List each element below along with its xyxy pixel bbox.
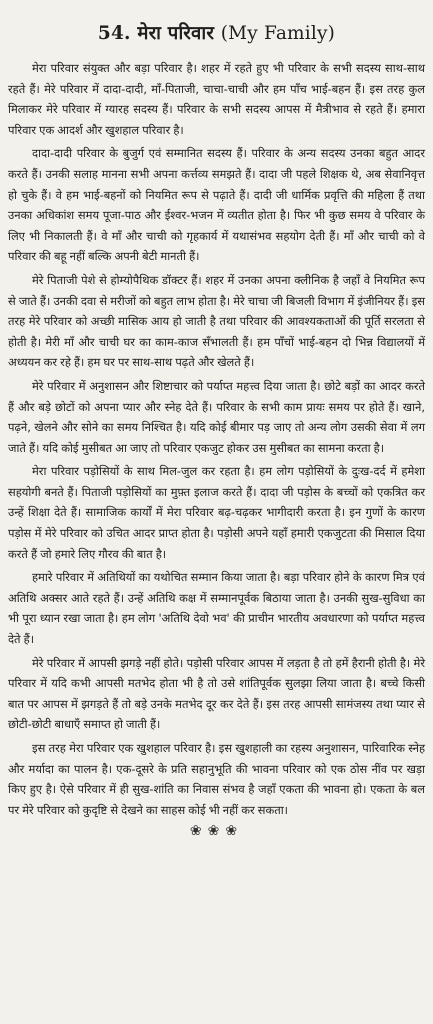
- end-ornament-icon: ❀❀❀: [189, 823, 244, 840]
- paragraph: मेरा परिवार संयुक्त और बड़ा परिवार है। शहर में रहते हुए भी परिवार के सभी सदस्य साथ-साथ रहते हैं। मेरे परिवार में दादा-दादी, माँ-पिताजी, चाचा-चाची और हम पाँच भाई-बहन हैं। इस तरह कुल मिलाकर मेरे परिवार में ग्यारह सदस्य हैं। परिवार के सभी सदस्य आपस में मैत्रीभाव से रहते हैं। हमारा परिवार एक आदर्श और खुशहाल परिवार है।: [8, 61, 425, 137]
- title-english: (My Family): [220, 23, 336, 44]
- paragraph: मेरा परिवार पड़ोसियों के साथ मिल-जुल कर रहता है। हम लोग पड़ोसियों के दुःख-दर्द में हमेशा सहयोगी बनते हैं। पिताजी पड़ोसियों का मुफ़्त इलाज करते हैं। दादा जी पड़ोस के बच्चों को एकत्रित कर उन्हें शिक्षा देते हैं। सामाजिक कार्यों में मेरा परिवार बढ़-चढ़कर भागीदारी करता है। इन गुणों के कारण पड़ोस में मेरे परिवार को उचित आदर प्राप्त होता है। पड़ोसी अपने यहाँ हमारी एकजुटता की मिसाल दिया करते हैं जो हमारे लिए गौरव की बात है।: [8, 464, 425, 561]
- title-hindi: 54. मेरा परिवार: [97, 23, 215, 44]
- paragraph: हमारे परिवार में अतिथियों का यथोचित सम्मान किया जाता है। बड़ा परिवार होने के कारण मित्र एवं अतिथि अक्सर आते रहते हैं। उन्हें अतिथि कक्ष में सम्मानपूर्वक बिठाया जाता है। उनकी सुख-सुविधा का भी पूरा ध्यान रखा जाता है। हम लोग 'अतिथि देवो भव' की प्राचीन भारतीय अवधारणा को पर्याप्त महत्त्व देते हैं।: [8, 570, 425, 647]
- paragraph: इस तरह मेरा परिवार एक खुशहाल परिवार है। इस खुशहाली का रहस्य अनुशासन, पारिवारिक स्नेह और मर्यादा का पालन है। एक-दूसरे के प्रति सहानुभूति की भावना परिवार को एक ठोस नींव पर खड़ा किए हुए है। ऐसे परिवार में ही सुख-शांति का निवास संभव है जहाँ एकता की भावना हो। एकता के बल पर मेरे परिवार को कुदृष्टि से देखने का साहस कोई भी नहीं कर सकता।: [8, 741, 425, 817]
- paragraph: मेरे पिताजी पेशे से होम्योपैथिक डॉक्टर हैं। शहर में उनका अपना क्लीनिक है जहाँ वे नियमित रूप से जाते हैं। उनकी दवा से मरीजों को बहुत लाभ होता है। मेरे चाचा जी बिजली विभाग में इंजीनियर हैं। इस तरह मेरे परिवार को अच्छी मासिक आय हो जाती है तथा परिवार की आवश्यकताओं की पूर्ति सरलता से होती है। मेरी माँ और चाची घर का काम-काज सँभालती हैं। हम पाँचों भाई-बहन दो भिन्न विद्यालयों में अध्ययन कर रहे हैं। हम घर पर साथ-साथ पढ़ते और खेलते हैं।: [8, 272, 425, 370]
- essay-body: [8, 58, 425, 820]
- paragraph: मेरे परिवार में अनुशासन और शिष्टाचार को पर्याप्त महत्त्व दिया जाता है। छोटे बड़ों का आदर करते हैं और बड़े छोटों को अपना प्यार और स्नेह देते हैं। परिवार के सभी काम प्रायः समय पर होते हैं। खाने, पढ़ने, खेलने और सोने का समय निश्चित है। यदि कोई बीमार पड़ जाए तो अन्य लोग उसकी सेवा में लग जाते हैं। यदि कोई मुसीबत आ जाए तो परिवार एकजुट होकर उस मुसीबत का सामना करता है।: [8, 378, 425, 455]
- paragraph: दादा-दादी परिवार के बुजुर्ग एवं सम्मानित सदस्य हैं। परिवार के अन्य सदस्य उनका बहुत आदर करते हैं। उनकी सलाह मानना सभी अपना कर्त्तव्य समझते हैं। दादा जी पहले शिक्षक थे, अब सेवानिवृत्त हो चुके हैं। वे हम भाई-बहनों को नियमित रूप से पढ़ाते हैं। दादी जी धार्मिक प्रवृत्ति की महिला हैं तथा उनका अधिकांश समय पूजा-पाठ और ईश्वर-भजन में व्यतीत होता है। फिर भी कुछ समय वे परिवार के लिए भी निकालती हैं। वे माँ और चाची को गृहकार्य में यथासंभव सहयोग देती हैं। माँ और चाची को वे परिवार की बहू नहीं बल्कि अपनी बेटी मानती हैं।: [8, 146, 425, 264]
- page-title: [8, 22, 425, 46]
- paragraph: मेरे परिवार में आपसी झगड़े नहीं होते। पड़ोसी परिवार आपस में लड़ता है तो हमें हैरानी होती है। मेरे परिवार में यदि कभी आपसी मतभेद होता भी है तो उसे शांतिपूर्वक सुलझा लिया जाता है। बच्चे किसी बात पर आपस में झगड़ते हैं तो बड़े उनके मतभेद दूर कर देते हैं। इस तरह आपसी सामंजस्य तथा प्यार से छोटी-छोटी बाधाएँ समाप्त हो जाती हैं।: [8, 655, 425, 732]
